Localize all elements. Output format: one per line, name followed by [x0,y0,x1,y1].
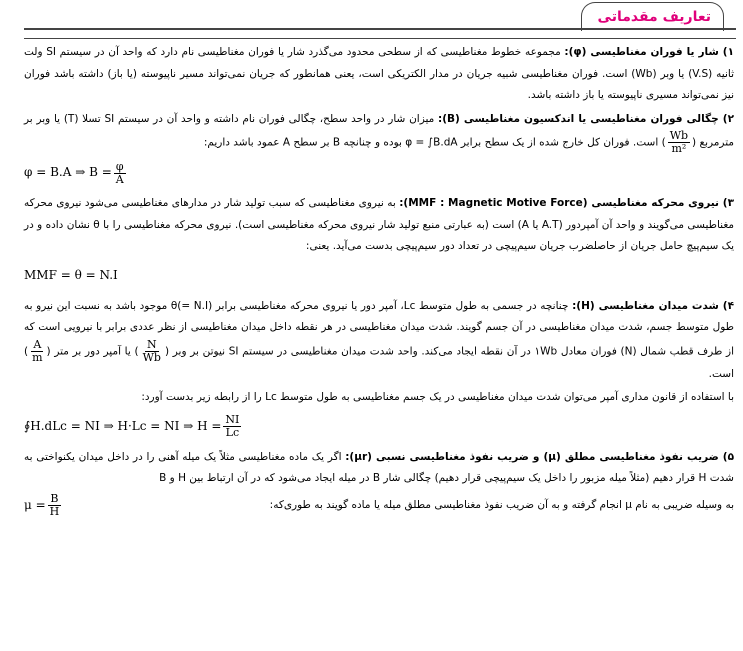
formula-b-lhs: φ = B.A ⇒ B = [24,165,112,180]
section-1-line-3: فوران نیز نمی‌تواند مسیری ناپیوسته یا باز داشته باشد. [24,67,734,101]
section-5 [24,447,734,490]
section-3-line-3: مغناطیسی را با θ نشان داده و در یک سیم‌پیچ حامل جریان از حاصلضرب جریان سیم‌پیچی در تعداد دور سیم‌پیچی بدست می‌آید. یعنی: [24,218,734,252]
formula-h [24,413,734,441]
section-4-line-3: عددی برابر با نیرویی است که از طرف قطب شمال (N) فوران معادل ۱Wb در آن نقطه ایجاد می‌کند. واحد شدت میدان مغناطیسی در سیستم SI [24,321,735,357]
section-2-line-2a: یا وبر بر مترمربع [24,112,734,149]
formula-b [24,159,734,187]
section-5-heading: ۵) ضریب نفوذ مغناطیسی مطلق (μ) و ضریب نفوذ مغناطیسی نسبی (μr): [345,450,735,463]
section-4-line-4a: نیوتن بر وبر [172,345,226,357]
formula-mu-fraction: $\frac{B}{H}$ [49,492,60,518]
section-3-heading: ۳) نیروی محرکه مغناطیسی (MMF : Magnetic Motive Force): [399,197,734,209]
unit-n-per-wb: $\frac{N}{Wb}$ [142,337,161,364]
section-5-line-1: اگر یک ماده مغناطیسی مثلاً یک میله آهنی را در داخل میدان [78,450,342,463]
section-2: ۲) چگالی فوران مغناطیسی یا اندکسیون مغناطیسی (B): میزان شار در واحد سطح، چگالی فوران نام داشته و واحد آن در سیستم SI تسلا (T) یا وبر بر مترمربع ( $\frac{Wb}{\text{m²}}$ ) است. فوران کل خارج شده از یک سطح برابر φ = ∫B.dA بوده و چنانچه B بر سطح A عمود باشد داریم: [24,112,734,155]
section-4-line-4b: یا آمپر دور بر متر [54,345,131,357]
section-1 [24,42,734,107]
section-3-line-1: به نیروی مغناطیسی که سبب تولید شار در مدارهای مغناطیسی می‌شود [84,197,396,209]
formula-b-fraction: $\frac{\varphi}{A}$ [115,159,124,186]
document-body [24,42,734,520]
section-5-line-2: یکنواختی به شدت H قرار دهیم (مثلاً میله مزبور را داخل یک سیم‌پیچی قرار دهیم) چگالی شار B در میله ایجاد می‌شود که در آن ارتباط بین H و B [24,450,734,484]
section-1-heading: ۱) شار یا فوران مغناطیسی (φ): [564,46,734,58]
section-4-ampere [24,387,734,409]
formula-mmf [24,262,734,290]
section-4-line-5: با استفاده از قانون مداری آمپر می‌توان شدت میدان مغناطیسی در یک جسم مغناطیسی به طول متوسط Lc را از رابطه زیر بدست آورد: [141,391,734,403]
section-5-last-row [24,492,734,520]
section-5-line-3: به وسیله ضریبی به نام μ انجام گرفته و به آن ضریب نفوذ مغناطیسی مطلق میله یا ماده گویند به طوری‌که: [269,498,734,511]
page-title: تعاریف مقدماتی [597,9,711,25]
section-4: ۴) شدت میدان مغناطیسی (H): چنانچه در جسمی به طول متوسط Lc، آمپر دور یا نیروی محرکه مغناطیسی برابر (θ(= N.I موجود باشد به نسبت این نیرو به طول متوسط جسم، شدت میدان مغناطیسی در آن جسم گویند. شدت میدان مغناطیسی در هر نقطه داخل میدان مغناطیسی از نظر عددی برابر با نیرویی است که از طرف قطب شمال (N) فوران معادل ۱Wb در آن نقطه ایجاد می‌کند. واحد شدت میدان مغناطیسی در سیستم SI نیوتن بر وبر ( $\frac{N}{Wb}$ ) یا آمپر دور بر متر ( $\frac{A}{m}$ ) است. [24,299,735,380]
formula-mu [24,492,63,520]
section-4-line-1: چنانچه در جسمی به طول متوسط Lc، آمپر دور یا نیروی محرکه مغناطیسی برابر (θ(= N.I موجود باشد به [103,299,569,312]
section-2-heading: ۲) چگالی فوران مغناطیسی یا اندکسیون مغناطیسی (B): [438,112,734,125]
title-rule [24,28,736,39]
section-4-line-2: نسبت این نیرو به طول متوسط جسم، شدت میدان مغناطیسی در آن جسم گویند. شدت میدان مغناطیسی در هر نقطه داخل میدان مغناطیسی از نظر [24,299,734,333]
section-4-line-4c: است. [708,367,734,380]
unit-wb-per-m2: $\frac{Wb}{\text{m²}}$ [669,129,689,155]
section-4-heading: ۴) شدت میدان مغناطیسی (H): [572,299,734,312]
title-tab [581,2,724,31]
section-2-line-1: میزان شار در واحد سطح، چگالی فوران نام داشته و واحد آن در سیستم SI تسلا (T) [63,112,435,125]
title-bar [24,2,736,30]
section-1-line-1: مجموعه خطوط مغناطیسی که از سطحی محدود می‌گذرد شار یا فوران مغناطیسی نام دارد که واحد آن در سیستم SI ولت [24,46,561,58]
formula-h-lhs: ∮H.dLc = NI ⇒ H·Lc = NI ⇒ H = [24,418,222,433]
formula-mu-lhs: μ = [24,497,46,512]
section-3-line-2: نیروی محرکه مغناطیسی می‌گویند و واحد آن آمپردور (A.T یا A) است (به عبارتی منبع تولید شار نیروی محرکه مغناطیسی است). نیروی محرکه [24,197,735,231]
section-2-line-2b: است. فوران کل خارج شده از یک سطح برابر φ = ∫B.dA بوده و چنانچه B بر سطح A عمود باشد داریم: [203,136,659,149]
section-1-line-2: ثانیه (V.S) یا وبر (Wb) است. فوران مغناطیسی شبیه جریان در مدار الکتریکی است، یعنی همانطور که جریان نمی‌تواند مسیر ناپیوسته (یا باز) داشته باشد [54,67,734,80]
unit-a-per-m: $\frac{A}{m}$ [32,337,43,364]
formula-h-fraction: $\frac{NI}{Lc}$ [225,413,240,439]
formula-mmf-text: MMF = θ = N.I [24,267,118,282]
section-3 [24,193,734,258]
